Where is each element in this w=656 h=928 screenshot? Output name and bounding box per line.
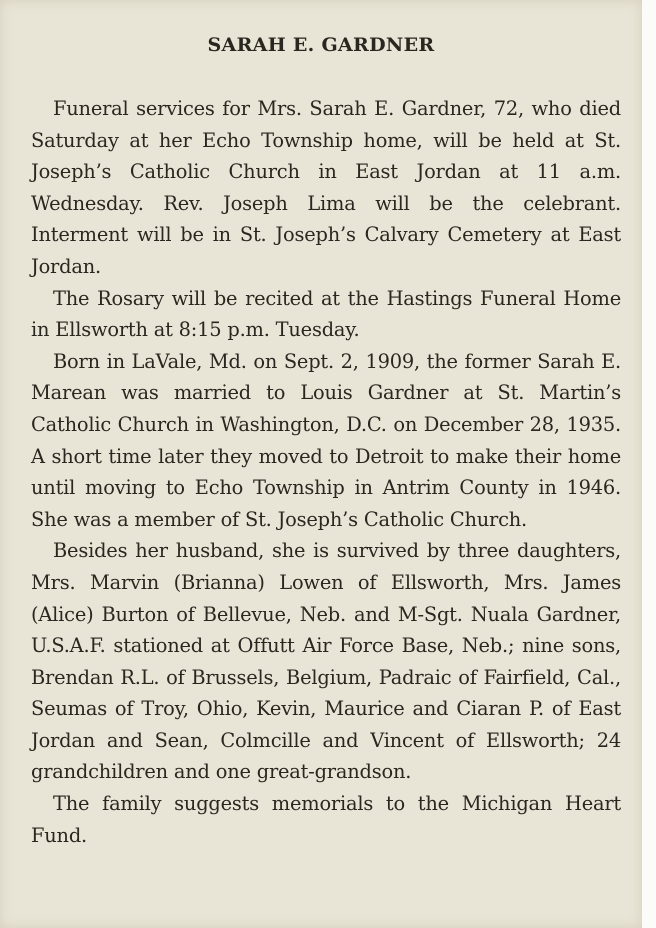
paragraph-biography: Born in LaVale, Md. on Sept. 2, 1909, the former Sarah E. Marean was married to Louis Gardner at St. Martin’s Catholic Church in Washington, D.C. on December 28, 1935. A short time later they moved to Detroit to make their home until moving to Echo Township in Antrim County in 1946. She was a member of St. Joseph’s Catholic Church. [31,349,621,531]
paragraph-survivors: Besides her husband, she is survived by three daughters, Mrs. Marvin (Brianna) Lowen of Ellsworth, Mrs. James (Alice) Burton of Bellevue, Neb. and M-Sgt. Nuala Gardner, U.S.A.F. stationed at Offutt Air Force Base, Neb.; nine sons, Brendan R.L. of Brussels, Belgium, Padraic of Fairfield, Cal., Seumas of Troy, Ohio, Kevin, Maurice and Ciaran P. of East Jordan and Sean, Colmcille and Vincent of Ellsworth; 24 grandchildren and one great-grandson. [31,539,621,784]
obituary-headline: SARAH E. GARDNER [207,34,435,56]
paragraph-rosary: The Rosary will be recited at the Hastings Funeral Home in Ellsworth at 8:15 p.m. Tuesday. [31,286,621,342]
page-margin [642,0,656,928]
obituary-body [31,93,621,851]
paragraph-funeral-services: Funeral services for Mrs. Sarah E. Gardner, 72, who died Saturday at her Echo Township home, will be held at St. Joseph’s Catholic Church in East Jordan at 11 a.m. Wednesday. Rev. Joseph Lima will be the celebrant. Interment will be in St. Joseph’s Calvary Cemetery at East Jordan. [31,97,621,278]
paragraph-memorials: The family suggests memorials to the Michigan Heart Fund. [31,792,621,847]
